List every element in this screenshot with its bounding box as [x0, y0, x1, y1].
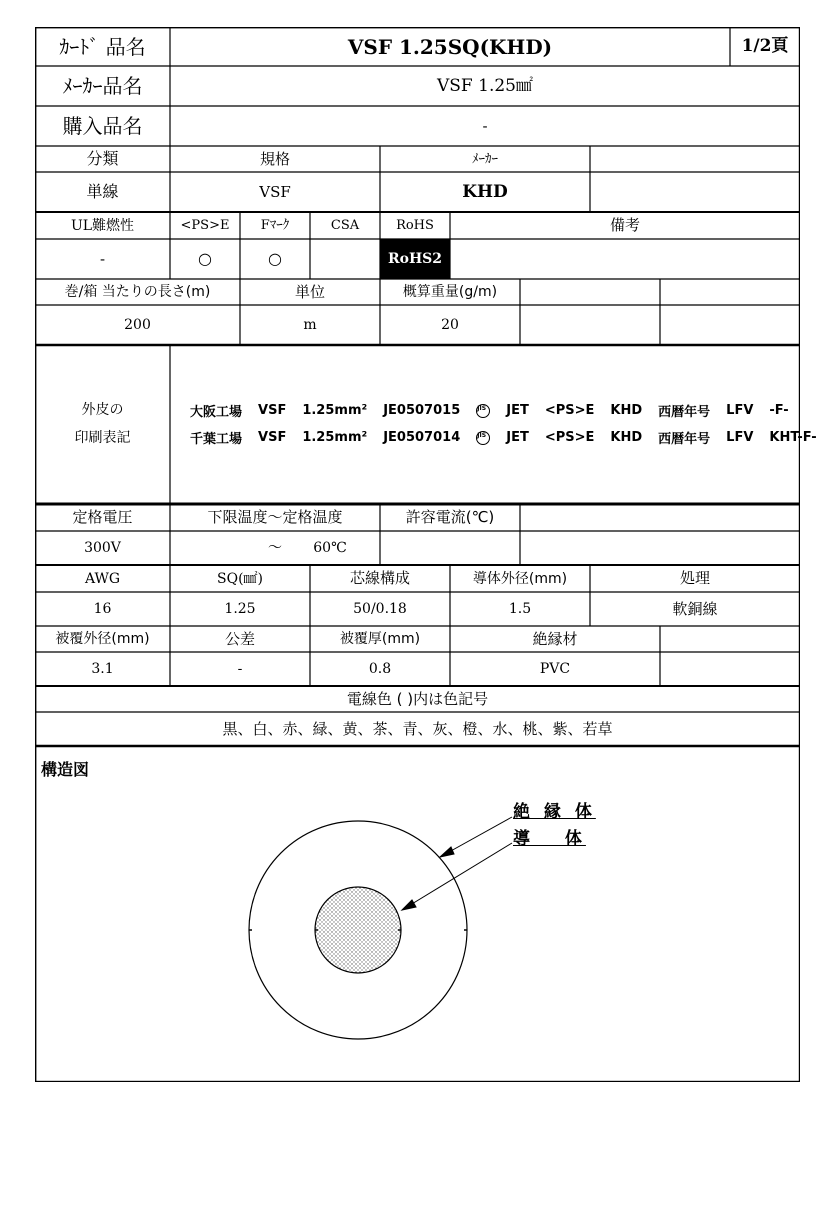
weight-header: 概算重量(g/m): [402, 284, 498, 300]
temp-header: 下限温度～定格温度: [207, 508, 343, 526]
print-lfv: LFV: [726, 430, 754, 445]
class-value: 単線: [86, 182, 119, 201]
pse-header: <PS>E: [180, 218, 230, 233]
print-year: 西暦年号: [658, 405, 711, 420]
rohs-header: RoHS: [396, 218, 434, 233]
print-line-osaka: [190, 397, 827, 424]
print-year: 西暦年号: [658, 432, 711, 447]
print-maker: KHD: [610, 430, 643, 445]
spec-header: 規格: [259, 149, 290, 168]
print-pse: <PS>E: [544, 403, 595, 418]
material-header: 絶縁材: [532, 629, 578, 648]
maker-name-label: ﾒｰｶｰ品名: [62, 74, 143, 98]
insulator-label: 絶 縁 体: [513, 802, 596, 822]
pse-value: ○: [198, 249, 212, 268]
print-label-2: 印刷表記: [74, 430, 131, 446]
card-name-value: VSF 1.25SQ(KHD): [347, 34, 553, 59]
conductor-header: 導体外径(mm): [472, 570, 568, 587]
length-value: 200: [124, 317, 151, 333]
print-text: [190, 397, 827, 451]
print-size: 1.25mm²: [302, 430, 368, 445]
print-spec: VSF: [258, 403, 287, 418]
core-value: 50/0.18: [353, 601, 407, 617]
print-line-chiba: [190, 424, 827, 451]
voltage-header: 定格電圧: [72, 508, 133, 526]
color-value: 黒、白、赤、緑、黄、茶、青、灰、橙、水、桃、紫、若草: [222, 719, 613, 738]
length-header: 巻/箱 当たりの長さ(m): [64, 284, 211, 300]
jis-mark-icon: JIS: [476, 431, 490, 445]
print-pse: <PS>E: [544, 430, 595, 445]
spec-value: VSF: [259, 182, 291, 201]
jis-mark-icon: JIS: [476, 404, 490, 418]
treatment-header: 処理: [679, 569, 710, 587]
ul-value: -: [99, 249, 106, 268]
current-header: 許容電流(℃): [405, 508, 495, 526]
maker-header: ﾒｰｶｰ: [472, 151, 498, 167]
leader-arrows: [402, 817, 512, 910]
temp-value: 60℃: [313, 540, 347, 556]
print-factory: 千葉工場: [190, 432, 243, 447]
print-size: 1.25mm²: [302, 403, 368, 418]
structure-title: 構造図: [41, 760, 90, 779]
fmark-header: Fﾏｰｸ: [260, 218, 290, 233]
sq-value: 1.25: [224, 601, 256, 617]
conductor-value: 1.5: [508, 601, 532, 617]
tolerance-value: -: [237, 661, 243, 677]
maker-name-value: VSF 1.25㎟: [437, 75, 533, 96]
spec-sheet: [35, 27, 817, 1082]
print-jet: JET: [506, 430, 529, 445]
purchase-name-label: 購入品名: [62, 114, 143, 138]
tolerance-header: 公差: [224, 629, 255, 648]
maker-value: KHD: [462, 181, 508, 202]
cable-cross-section: [249, 821, 467, 1039]
od-value: 3.1: [91, 661, 114, 677]
class-header: 分類: [86, 149, 119, 168]
purchase-name-value: -: [482, 116, 488, 135]
page-number: 1/2頁: [741, 36, 789, 56]
remarks-header: 備考: [609, 216, 640, 234]
print-suffix: -F-: [769, 403, 789, 418]
print-suffix: KHT-F-: [769, 430, 817, 445]
thickness-value: 0.8: [368, 661, 392, 677]
weight-value: 20: [441, 317, 459, 333]
unit-header: 単位: [294, 282, 325, 301]
print-label-1: 外皮の: [81, 402, 124, 418]
print-spec: VSF: [258, 430, 287, 445]
voltage-value: 300V: [84, 540, 121, 556]
rohs-value: RoHS2: [387, 251, 443, 267]
treatment-value: 軟銅線: [672, 599, 718, 618]
awg-header: AWG: [84, 570, 121, 587]
awg-value: 16: [93, 601, 112, 617]
print-lfv: LFV: [726, 403, 754, 418]
unit-value: m: [303, 317, 317, 333]
print-maker: KHD: [610, 403, 643, 418]
color-header: 電線色 ( )内は色記号: [346, 689, 489, 708]
conductor-label: 導 体: [513, 829, 586, 849]
sq-header: SQ(㎟): [217, 570, 263, 587]
core-header: 芯線構成: [349, 569, 410, 587]
thickness-header: 被覆厚(mm): [339, 631, 421, 647]
print-code: JE0507014: [383, 430, 461, 445]
print-factory: 大阪工場: [190, 405, 243, 420]
fmark-value: ○: [268, 249, 282, 268]
od-header: 被覆外径(mm): [55, 631, 150, 647]
ul-header: UL難燃性: [70, 217, 135, 234]
csa-header: CSA: [330, 218, 360, 233]
card-name-label: ｶｰﾄﾞ 品名: [59, 34, 146, 59]
material-value: PVC: [539, 661, 571, 677]
print-code: JE0507015: [383, 403, 461, 418]
print-jet: JET: [506, 403, 529, 418]
temp-tilde: ～: [268, 540, 282, 556]
